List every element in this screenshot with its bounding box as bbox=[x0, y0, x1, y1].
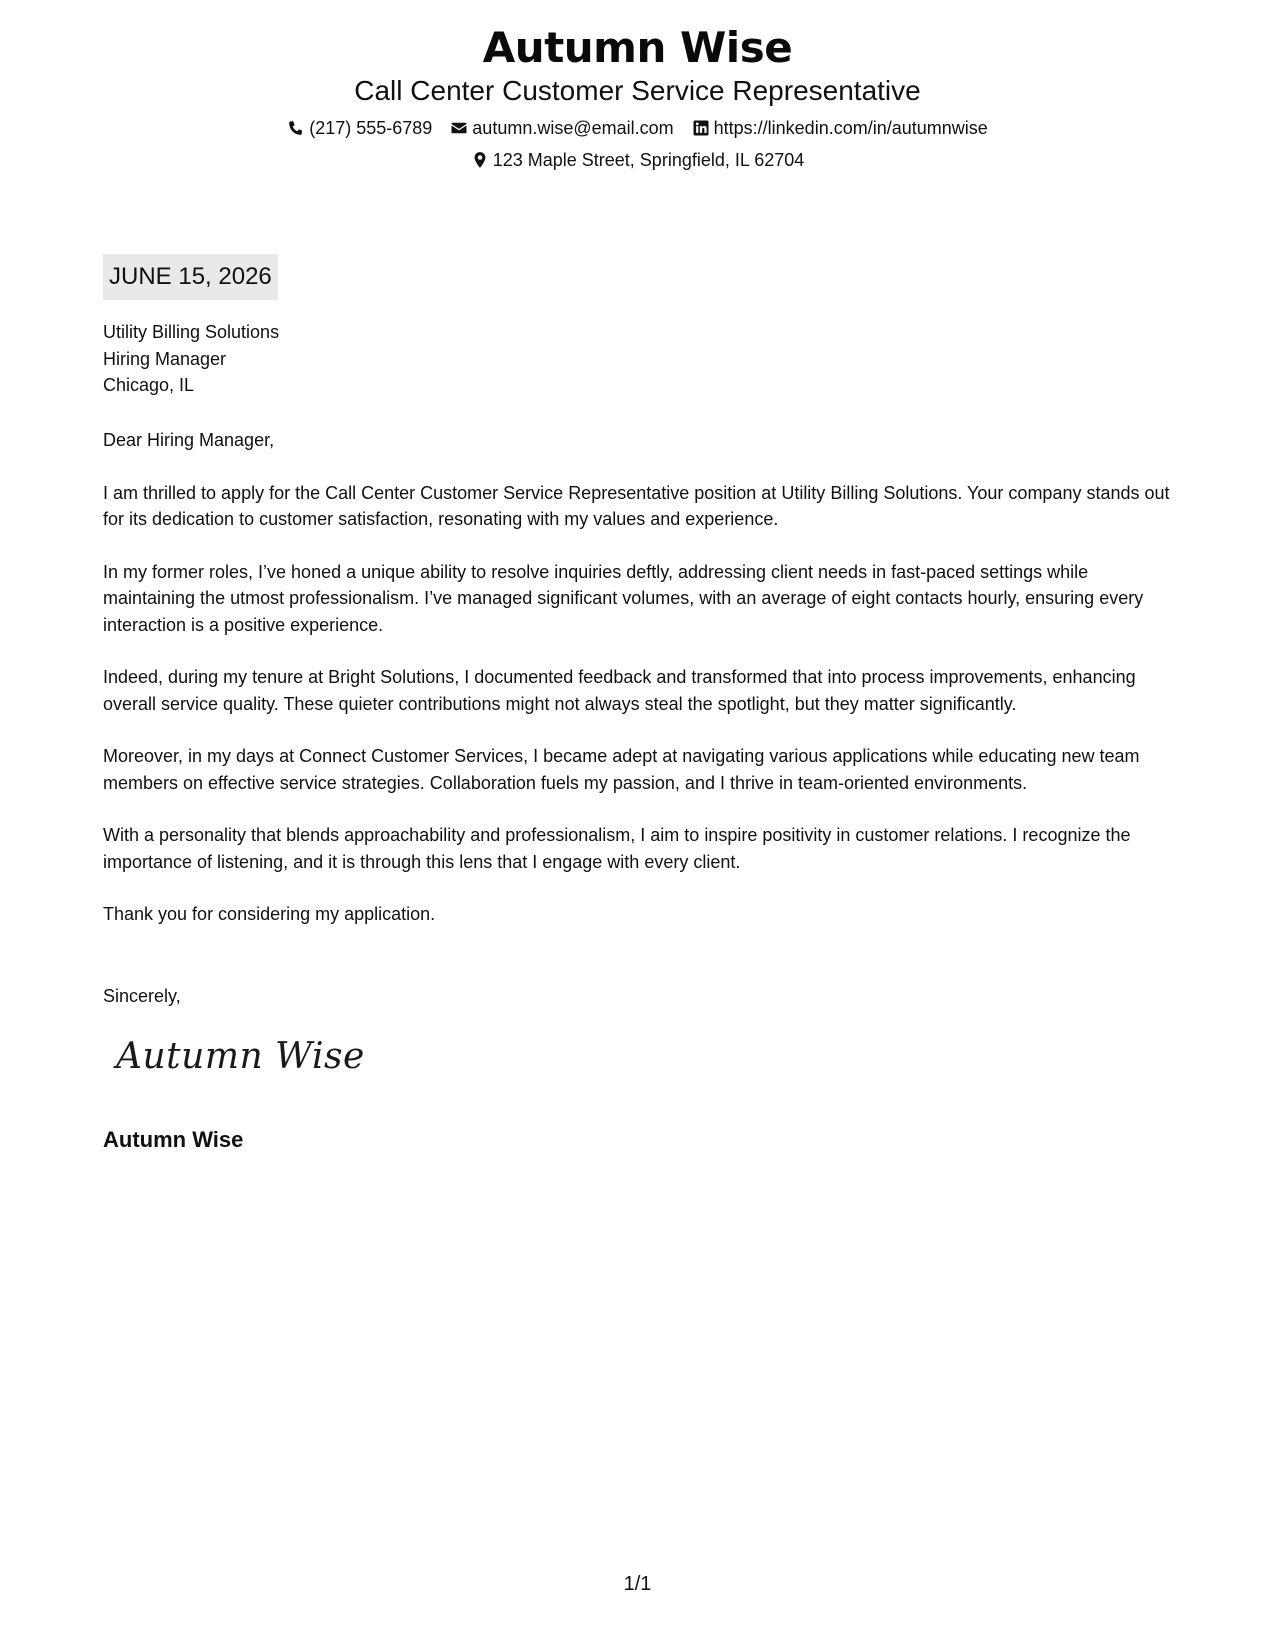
recipient-company: Utility Billing Solutions bbox=[103, 322, 280, 342]
contact-address bbox=[471, 144, 805, 176]
street-address: 123 Maple Street, Springfield, IL 62704 bbox=[492, 150, 805, 170]
handwritten-signature: Autumn Wise bbox=[116, 1036, 365, 1077]
body-paragraph: Moreover, in my days at Connect Customer Services, I became adept at navigating various applications while educating new team members on effective service strategies. Collaboration fuels my passion, and I thrive in team-oriented environments. bbox=[103, 746, 1140, 793]
contact-linkedin bbox=[692, 112, 988, 144]
address-row bbox=[0, 144, 1275, 176]
envelope-icon bbox=[450, 119, 468, 137]
letter-date: JUNE 15, 2026 bbox=[103, 254, 278, 300]
applicant-name: Autumn Wise bbox=[482, 23, 793, 72]
map-pin-icon bbox=[471, 151, 489, 169]
applicant-title: Call Center Customer Service Representative bbox=[354, 75, 921, 106]
linkedin-url[interactable]: https://linkedin.com/in/autumnwise bbox=[713, 118, 988, 138]
body-paragraph: I am thrilled to apply for the Call Center Customer Service Representative position at Utility Billing Solutions. Your company stands out for its dedication to customer satisfaction, resonating with my values and experience. bbox=[103, 482, 1170, 529]
body-paragraph: With a personality that blends approachability and professionalism, I aim to inspire positivity in customer relations. I recognize the importance of listening, and it is through this lens that I engage with every client. bbox=[103, 825, 1131, 872]
closing-line: Sincerely, bbox=[103, 986, 181, 1006]
letter-header bbox=[0, 20, 1275, 176]
phone-number: (217) 555-6789 bbox=[309, 118, 433, 138]
page-indicator: 1/1 bbox=[623, 1573, 652, 1595]
body-paragraph: Thank you for considering my application. bbox=[103, 904, 436, 924]
email-address[interactable]: autumn.wise@email.com bbox=[472, 118, 674, 138]
recipient-block bbox=[103, 319, 279, 399]
recipient-contact: Hiring Manager bbox=[103, 348, 227, 369]
phone-icon bbox=[287, 119, 305, 137]
signer-name: Autumn Wise bbox=[103, 1127, 244, 1152]
contact-row bbox=[0, 112, 1275, 144]
letter-body bbox=[103, 427, 1183, 954]
recipient-location: Chicago, IL bbox=[103, 375, 195, 395]
body-paragraph: In my former roles, I’ve honed a unique ability to resolve inquiries deftly, addressing client needs in fast-paced settings while maintaining the utmost professionalism. I’ve managed significant volumes, with an average of eight contacts hourly, ensuring every interaction is a positive experience. bbox=[103, 561, 1144, 635]
contact-phone bbox=[287, 112, 432, 144]
contact-email bbox=[450, 112, 673, 144]
body-paragraph: Indeed, during my tenure at Bright Solutions, I documented feedback and transformed that into process improvements, enhancing overall service quality. These quieter contributions might not always steal the spotlight, but they matter significantly. bbox=[103, 667, 1136, 714]
linkedin-icon bbox=[692, 119, 710, 137]
salutation: Dear Hiring Manager, bbox=[103, 430, 275, 450]
